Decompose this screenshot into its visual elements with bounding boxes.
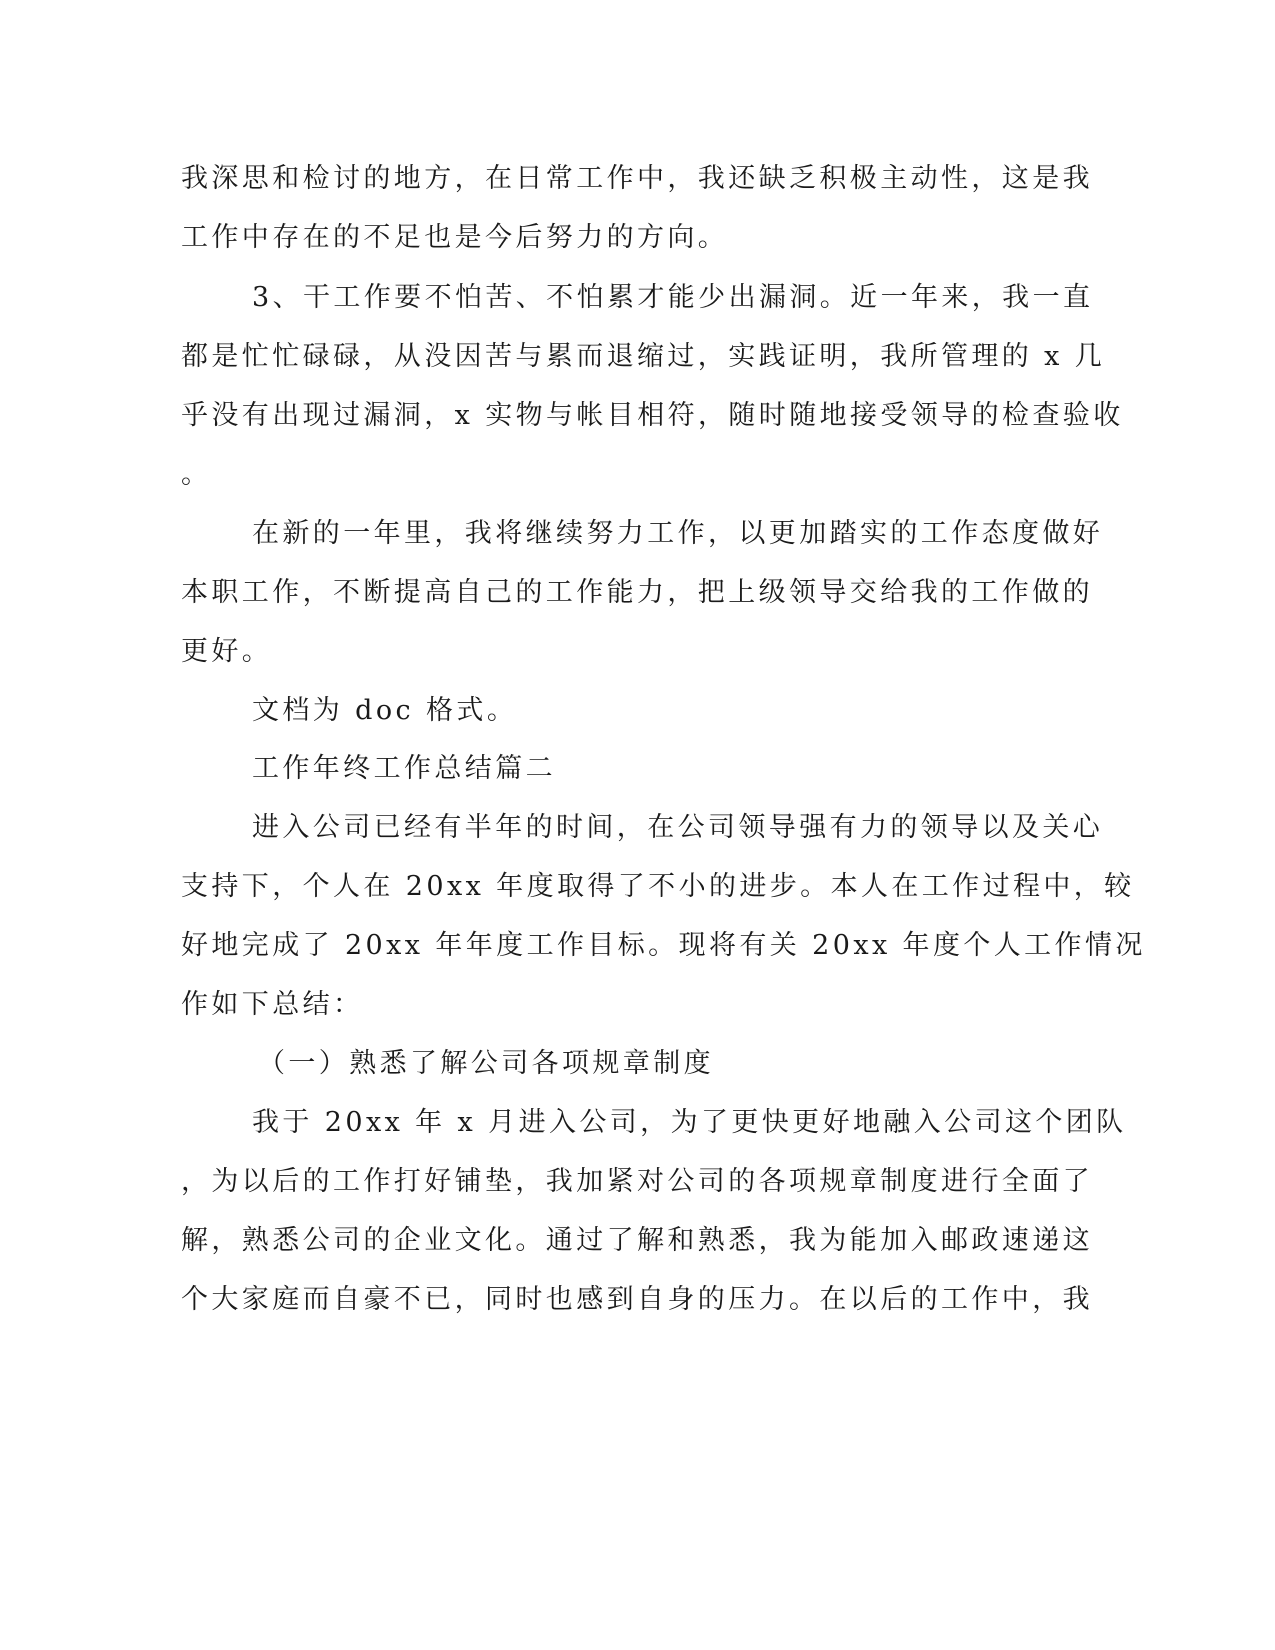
- text-line: 更好。: [181, 636, 273, 667]
- text-line: 工作中存在的不足也是今后努力的方向。: [181, 222, 729, 253]
- paragraph-start: 我于 20xx 年 x 月进入公司，为了更快更好地融入公司这个团队: [252, 1107, 1127, 1138]
- text-line: ，为以后的工作打好铺垫，我加紧对公司的各项规章制度进行全面了: [181, 1166, 1093, 1197]
- text-line: 本职工作，不断提高自己的工作能力，把上级领导交给我的工作做的: [181, 577, 1093, 608]
- text-line: 解，熟悉公司的企业文化。通过了解和熟悉，我为能加入邮政速递这: [181, 1225, 1093, 1256]
- text-line: 支持下，个人在 20xx 年度取得了不小的进步。本人在工作过程中，较: [181, 871, 1135, 902]
- text-line: 乎没有出现过漏洞，x 实物与帐目相符，随时随地接受领导的检查验收: [181, 400, 1124, 431]
- paragraph-start: 3、干工作要不怕苦、不怕累才能少出漏洞。近一年来，我一直: [252, 282, 1094, 313]
- section-title: 工作年终工作总结篇二: [252, 753, 556, 784]
- text-line: 。: [181, 459, 212, 490]
- text-line: 好地完成了 20xx 年年度工作目标。现将有关 20xx 年度个人工作情况: [181, 930, 1146, 961]
- paragraph-start: 进入公司已经有半年的时间，在公司领导强有力的领导以及关心: [252, 812, 1104, 843]
- text-line: 都是忙忙碌碌，从没因苦与累而退缩过，实践证明，我所管理的 x 几: [181, 341, 1106, 372]
- paragraph-start: 在新的一年里，我将继续努力工作，以更加踏实的工作态度做好: [252, 518, 1104, 549]
- text-line: 个大家庭而自豪不已，同时也感到自身的压力。在以后的工作中，我: [181, 1284, 1093, 1315]
- text-line: 作如下总结：: [181, 989, 364, 1020]
- text-line: 我深思和检讨的地方，在日常工作中，我还缺乏积极主动性，这是我: [181, 163, 1093, 194]
- paragraph-start: 文档为 doc 格式。: [252, 695, 518, 726]
- subsection-heading: （一）熟悉了解公司各项规章制度: [258, 1048, 714, 1079]
